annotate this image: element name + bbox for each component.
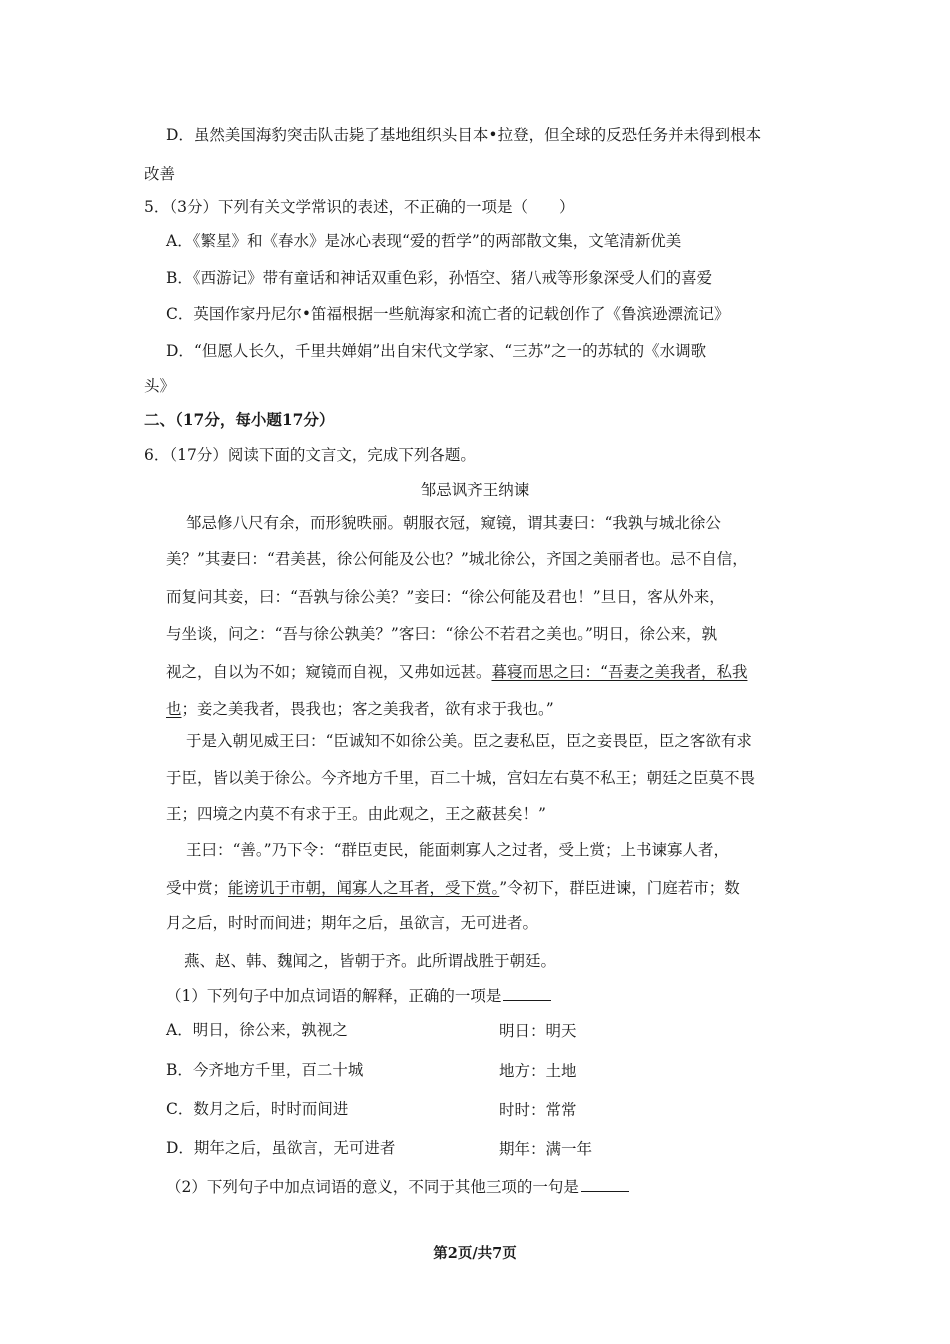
- sub1-option-c-gloss: 时时：常常: [499, 1101, 577, 1119]
- underlined-sentence-1-end: 也: [166, 700, 182, 718]
- passage-p3-line3: 月之后，时时而间进；期年之后，虽欲言，无可进者。: [166, 914, 539, 932]
- passage-p3-line2-end: ”令初下，群臣进谏，门庭若市；数: [499, 879, 740, 897]
- section-2-heading: 二、（17分，每小题17分）: [144, 410, 335, 429]
- passage-p4-line1: 燕、赵、韩、魏闻之，皆朝于齐。此所谓战胜于朝廷。: [184, 952, 557, 970]
- sub-question-1-stem: [166, 986, 551, 1006]
- sub-question-2-text: （2）下列句子中加点词语的意义，不同于其他三项的一句是: [166, 1178, 579, 1196]
- passage-p2-line2: 于臣，皆以美于徐公。今齐地方千里，百二十城，宫妇左右莫不私王；朝廷之臣莫不畏: [166, 769, 756, 787]
- sub1-option-a-gloss: 明日：明天: [499, 1022, 577, 1040]
- sub-question-2-stem: [166, 1177, 629, 1197]
- sub1-option-b-gloss: 地方：土地: [499, 1062, 577, 1080]
- q4-option-d-line2: 改善: [144, 165, 176, 183]
- underlined-sentence-1: 暮寝而思之曰：“吾妻之美我者，私我: [491, 663, 748, 681]
- passage-p1-line3: 而复问其妾，曰：“吾孰与徐公美？”妾曰：“徐公何能及君也！”旦日，客从外来，: [166, 588, 725, 606]
- passage-p3-line2: [166, 878, 740, 898]
- passage-p1-line2: 美？”其妻曰：“君美甚，徐公何能及公也？”城北徐公，齐国之美丽者也。忌不自信，: [166, 550, 748, 568]
- q4-option-d-line1: D．虽然美国海豹突击队击毙了基地组织头目本•拉登，但全球的反恐任务并未得到根本: [166, 126, 762, 144]
- q5-option-b: B．《西游记》带有童话和神话双重色彩，孙悟空、猪八戒等形象深受人们的喜爱: [166, 269, 713, 287]
- passage-p1-line4: 与坐谈，问之：“吾与徐公孰美？”客曰：“徐公不若君之美也。”明日，徐公来，孰: [166, 625, 717, 643]
- passage-p1-line1: 邹忌修八尺有余，而形貌昳丽。朝服衣冠，窥镜，谓其妻曰：“我孰与城北徐公: [186, 514, 721, 532]
- q5-option-a: A．《繁星》和《春水》是冰心表现“爱的哲学”的两部散文集，文笔清新优美: [166, 232, 682, 250]
- answer-blank: [581, 1177, 629, 1192]
- passage-p1-line5: [166, 662, 747, 682]
- passage-p2-line1: 于是入朝见威王曰：“臣诚知不如徐公美。臣之妻私臣，臣之妾畏臣，臣之客欲有求: [186, 732, 752, 750]
- sub1-option-a-sentence: A．明日，徐公来，孰视之: [166, 1021, 348, 1039]
- passage-title: 邹忌讽齐王纳谏: [420, 481, 530, 499]
- q5-option-d-line2: 头》: [144, 377, 176, 395]
- q6-stem: 6．（17分）阅读下面的文言文，完成下列各题。: [144, 446, 476, 464]
- sub1-option-d-sentence: D．期年之后，虽欲言，无可进者: [166, 1139, 396, 1157]
- q5-option-d-line1: D．“但愿人长久，千里共婵娟”出自宋代文学家、“三苏”之一的苏轼的《水调歌: [166, 342, 707, 360]
- q5-option-c: C．英国作家丹尼尔•笛福根据一些航海家和流亡者的记载创作了《鲁滨逊漂流记》: [166, 305, 730, 323]
- sub1-option-b-sentence: B．今齐地方千里，百二十城: [166, 1061, 364, 1079]
- q5-stem: 5．（3分）下列有关文学常识的表述，不正确的一项是（ ）: [144, 198, 575, 216]
- sub1-option-d-gloss: 期年：满一年: [499, 1140, 593, 1158]
- passage-p1-line6-text: ；妾之美我者，畏我也；客之美我者，欲有求于我也。”: [181, 700, 554, 718]
- passage-p3-line2-start: 受中赏；: [166, 879, 229, 897]
- answer-blank: [503, 986, 551, 1001]
- passage-p3-line1: 王曰：“善。”乃下令：“群臣吏民，能面刺寡人之过者，受上赏；上书谏寡人者，: [186, 841, 730, 859]
- passage-p1-line5-text: 视之，自以为不如；窥镜而自视，又弗如远甚。: [166, 663, 492, 681]
- page-number: 第2页/共7页: [433, 1245, 517, 1262]
- underlined-sentence-2: 能谤讥于市朝，闻寡人之耳者，受下赏。: [228, 879, 500, 897]
- passage-p1-line6: [166, 699, 554, 719]
- sub-question-1-text: （1）下列句子中加点词语的解释，正确的一项是: [166, 987, 502, 1005]
- sub1-option-c-sentence: C．数月之后，时时而间进: [166, 1100, 349, 1118]
- passage-p2-line3: 王；四境之内莫不有求于王。由此观之，王之蔽甚矣！”: [166, 805, 546, 823]
